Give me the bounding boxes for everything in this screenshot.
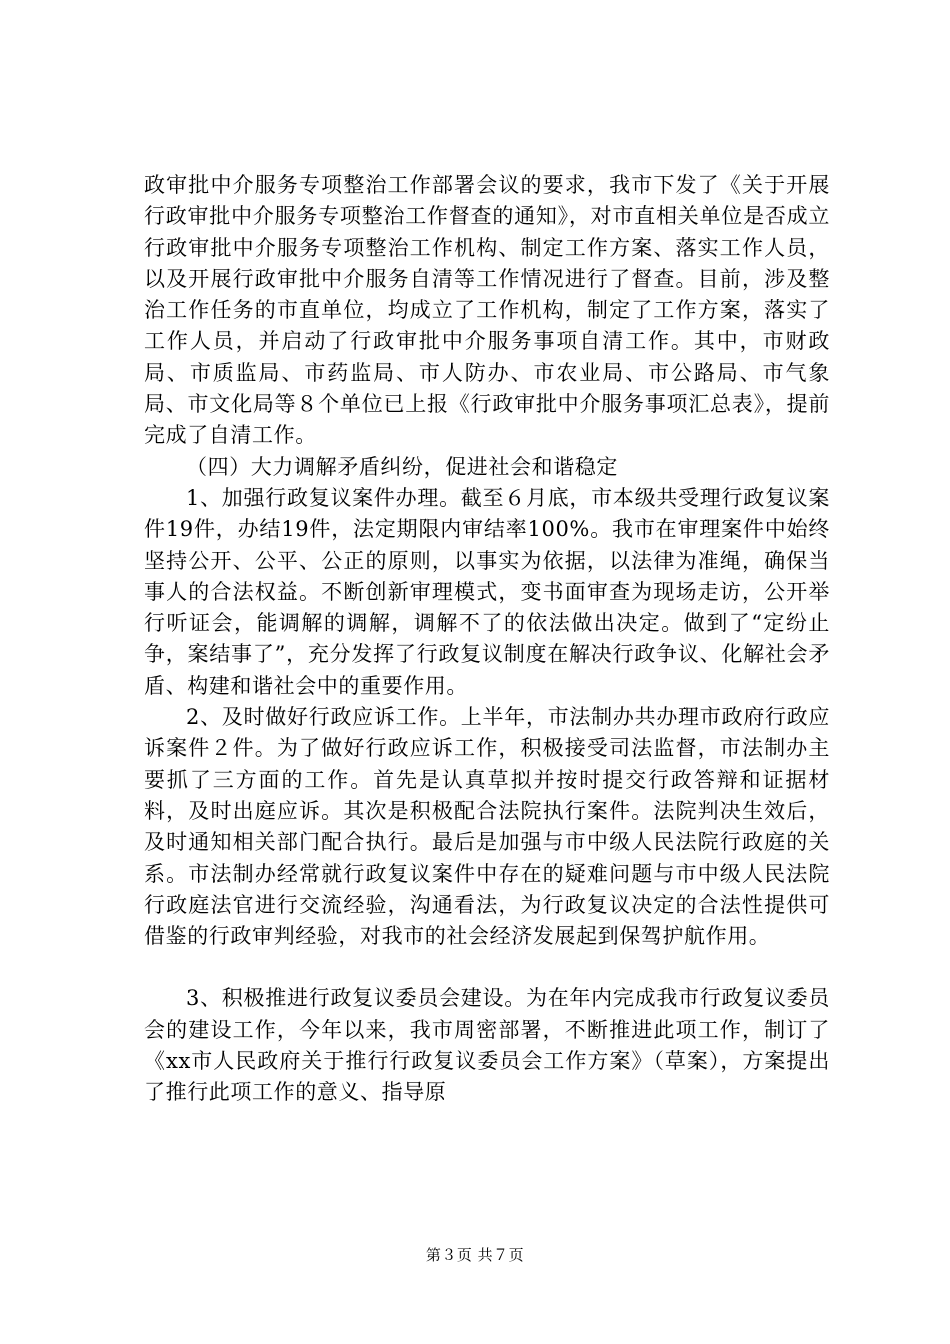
page-number-footer: 第３页 共７页 [425, 1246, 525, 1264]
paragraph-review-cases: 1、加强行政复议案件办理。截至６月底，市本级共受理行政复议案件19件，办结19件，法定期限内审结率100%。我市在审理案件中始终坚持公开、公平、公正的原则，以事实为依据，以法律为准绳，确保当事人的合法权益。不断创新审理模式，变书面审查为现场走访，公开举行听证会，能调解的调解，调解不了的依法做出决定。做到了“定纷止争，案结事了”，充分发挥了行政复议制度在解决行政争议、化解社会矛盾、构建和谐社会中的重要作用。 [144, 485, 830, 698]
paragraph-committee: 3、积极推进行政复议委员会建设。为在年内完成我市行政复议委员会的建设工作，今年以来，我市周密部署，不断推进此项工作，制订了《xx市人民政府关于推行行政复议委员会工作方案》（草案），方案提出了推行此项工作的意义、指导原 [144, 986, 830, 1105]
paragraph-litigation: 2、及时做好行政应诉工作。上半年，市法制办共办理市政府行政应诉案件２件。为了做好行政应诉工作，积极接受司法监督，市法制办主要抓了三方面的工作。首先是认真草拟并按时提交行政答辩和证据材料，及时出庭应诉。其次是积极配合法院执行案件。法院判决生效后，及时通知相关部门配合执行。最后是加强与市中级人民法院行政庭的关系。市法制办经常就行政复议案件中存在的疑难问题与市中级人民法院行政庭法官进行交流经验，沟通看法，为行政复议决定的合法性提供可借鉴的行政审判经验，对我市的社会经济发展起到保驾护航作用。 [144, 705, 830, 949]
paragraph-continuation: 政审批中介服务专项整治工作部署会议的要求，我市下发了《关于开展行政审批中介服务专项整治工作督查的通知》，对市直相关单位是否成立行政审批中介服务专项整治工作机构、制定工作方案、落实工作人员，以及开展行政审批中介服务自清等工作情况进行了督查。目前，涉及整治工作任务的市直单位，均成立了工作机构，制定了工作方案，落实了工作人员，并启动了行政审批中介服务事项自清工作。其中，市财政局、市质监局、市药监局、市人防办、市农业局、市公路局、市气象局、市文化局等８个单位已上报《行政审批中介服务事项汇总表》，提前完成了自清工作。 [144, 173, 830, 448]
section-heading: （四）大力调解矛盾纠纷，促进社会和谐稳定 [186, 454, 618, 479]
document-body [144, 170, 830, 1109]
